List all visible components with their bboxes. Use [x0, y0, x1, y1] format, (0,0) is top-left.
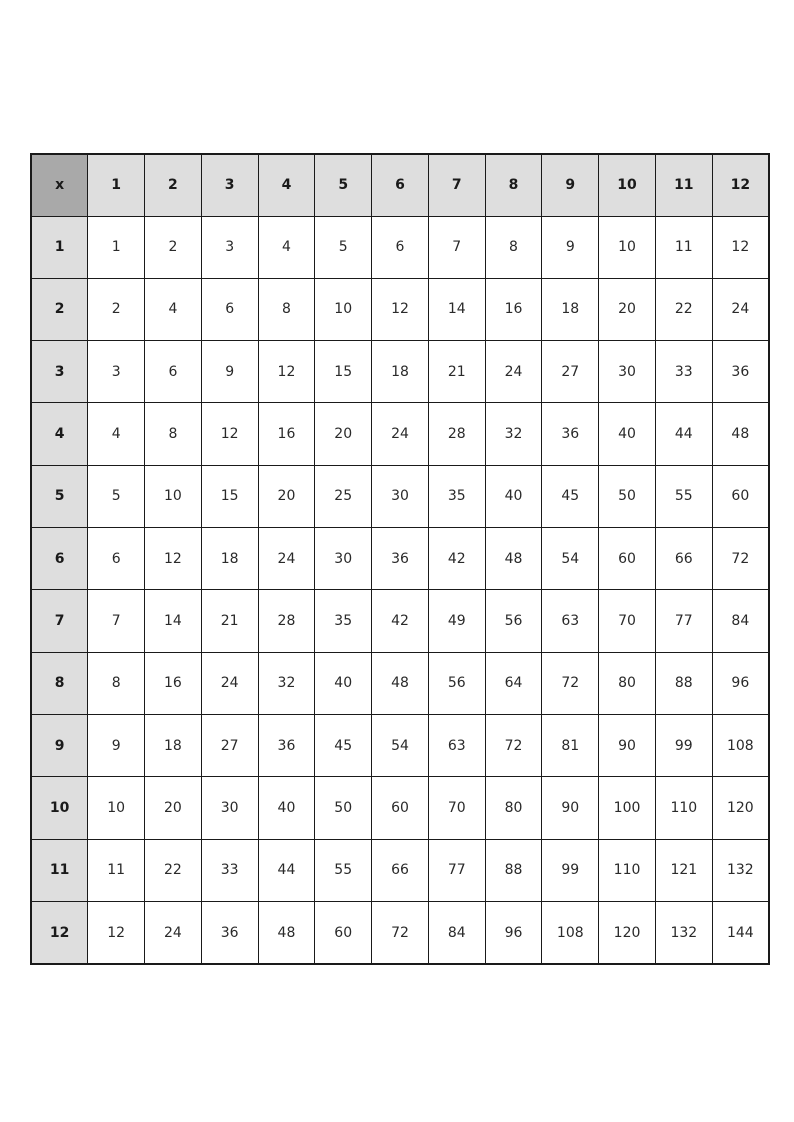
- product-cell: 20: [315, 403, 372, 465]
- product-cell: 25: [315, 465, 372, 527]
- column-header: 2: [145, 154, 202, 216]
- column-header-row: [31, 154, 769, 216]
- table-row: [31, 902, 769, 964]
- product-cell: 4: [88, 403, 145, 465]
- product-cell: 12: [372, 278, 429, 340]
- product-cell: 72: [542, 652, 599, 714]
- product-cell: 77: [428, 839, 485, 901]
- product-cell: 6: [201, 278, 258, 340]
- product-cell: 66: [372, 839, 429, 901]
- row-header: 2: [31, 278, 88, 340]
- column-header: 3: [201, 154, 258, 216]
- product-cell: 66: [655, 528, 712, 590]
- product-cell: 15: [315, 341, 372, 403]
- product-cell: 96: [485, 902, 542, 964]
- product-cell: 40: [485, 465, 542, 527]
- table-row: [31, 465, 769, 527]
- row-header: 4: [31, 403, 88, 465]
- column-header: 1: [88, 154, 145, 216]
- product-cell: 44: [655, 403, 712, 465]
- product-cell: 72: [485, 715, 542, 777]
- product-cell: 3: [201, 216, 258, 278]
- product-cell: 7: [428, 216, 485, 278]
- product-cell: 16: [258, 403, 315, 465]
- product-cell: 50: [315, 777, 372, 839]
- product-cell: 72: [372, 902, 429, 964]
- product-cell: 30: [599, 341, 656, 403]
- product-cell: 18: [145, 715, 202, 777]
- product-cell: 42: [428, 528, 485, 590]
- table-row: [31, 403, 769, 465]
- product-cell: 48: [712, 403, 769, 465]
- product-cell: 55: [655, 465, 712, 527]
- multiplication-table: [30, 153, 770, 965]
- product-cell: 108: [712, 715, 769, 777]
- product-cell: 40: [315, 652, 372, 714]
- product-cell: 72: [712, 528, 769, 590]
- product-cell: 32: [258, 652, 315, 714]
- column-header: 11: [655, 154, 712, 216]
- product-cell: 21: [428, 341, 485, 403]
- product-cell: 24: [372, 403, 429, 465]
- product-cell: 36: [712, 341, 769, 403]
- product-cell: 84: [712, 590, 769, 652]
- product-cell: 22: [655, 278, 712, 340]
- row-header: 5: [31, 465, 88, 527]
- product-cell: 10: [599, 216, 656, 278]
- column-header: 10: [599, 154, 656, 216]
- product-cell: 30: [315, 528, 372, 590]
- product-cell: 30: [372, 465, 429, 527]
- product-cell: 4: [145, 278, 202, 340]
- multiplication-chart: [30, 153, 770, 965]
- product-cell: 42: [372, 590, 429, 652]
- product-cell: 24: [712, 278, 769, 340]
- product-cell: 96: [712, 652, 769, 714]
- product-cell: 120: [599, 902, 656, 964]
- product-cell: 44: [258, 839, 315, 901]
- product-cell: 90: [542, 777, 599, 839]
- product-cell: 48: [372, 652, 429, 714]
- product-cell: 33: [655, 341, 712, 403]
- column-header: 7: [428, 154, 485, 216]
- product-cell: 24: [145, 902, 202, 964]
- product-cell: 88: [485, 839, 542, 901]
- product-cell: 9: [88, 715, 145, 777]
- table-row: [31, 715, 769, 777]
- product-cell: 110: [655, 777, 712, 839]
- product-cell: 16: [485, 278, 542, 340]
- product-cell: 10: [88, 777, 145, 839]
- table-row: [31, 278, 769, 340]
- row-header: 10: [31, 777, 88, 839]
- product-cell: 12: [145, 528, 202, 590]
- product-cell: 7: [88, 590, 145, 652]
- product-cell: 2: [145, 216, 202, 278]
- product-cell: 6: [372, 216, 429, 278]
- table-row: [31, 590, 769, 652]
- product-cell: 35: [315, 590, 372, 652]
- product-cell: 14: [145, 590, 202, 652]
- product-cell: 20: [258, 465, 315, 527]
- product-cell: 55: [315, 839, 372, 901]
- product-cell: 12: [88, 902, 145, 964]
- product-cell: 63: [542, 590, 599, 652]
- table-row: [31, 341, 769, 403]
- product-cell: 108: [542, 902, 599, 964]
- product-cell: 33: [201, 839, 258, 901]
- product-cell: 3: [88, 341, 145, 403]
- product-cell: 18: [372, 341, 429, 403]
- product-cell: 54: [542, 528, 599, 590]
- row-header: 8: [31, 652, 88, 714]
- product-cell: 20: [599, 278, 656, 340]
- product-cell: 50: [599, 465, 656, 527]
- column-header: 4: [258, 154, 315, 216]
- row-header: 11: [31, 839, 88, 901]
- row-header: 12: [31, 902, 88, 964]
- corner-cell: x: [31, 154, 88, 216]
- product-cell: 8: [88, 652, 145, 714]
- product-cell: 120: [712, 777, 769, 839]
- product-cell: 9: [201, 341, 258, 403]
- product-cell: 21: [201, 590, 258, 652]
- product-cell: 11: [88, 839, 145, 901]
- product-cell: 36: [372, 528, 429, 590]
- product-cell: 12: [201, 403, 258, 465]
- product-cell: 90: [599, 715, 656, 777]
- product-cell: 35: [428, 465, 485, 527]
- product-cell: 4: [258, 216, 315, 278]
- product-cell: 100: [599, 777, 656, 839]
- product-cell: 15: [201, 465, 258, 527]
- product-cell: 30: [201, 777, 258, 839]
- product-cell: 5: [315, 216, 372, 278]
- product-cell: 60: [712, 465, 769, 527]
- product-cell: 6: [88, 528, 145, 590]
- column-header: 12: [712, 154, 769, 216]
- column-header: 9: [542, 154, 599, 216]
- product-cell: 48: [258, 902, 315, 964]
- product-cell: 6: [145, 341, 202, 403]
- product-cell: 9: [542, 216, 599, 278]
- product-cell: 144: [712, 902, 769, 964]
- product-cell: 56: [485, 590, 542, 652]
- product-cell: 80: [599, 652, 656, 714]
- product-cell: 24: [258, 528, 315, 590]
- product-cell: 8: [485, 216, 542, 278]
- product-cell: 12: [712, 216, 769, 278]
- product-cell: 49: [428, 590, 485, 652]
- product-cell: 32: [485, 403, 542, 465]
- product-cell: 45: [315, 715, 372, 777]
- product-cell: 121: [655, 839, 712, 901]
- product-cell: 11: [655, 216, 712, 278]
- product-cell: 99: [655, 715, 712, 777]
- column-header: 6: [372, 154, 429, 216]
- table-row: [31, 652, 769, 714]
- product-cell: 132: [655, 902, 712, 964]
- table-body: [31, 216, 769, 964]
- product-cell: 63: [428, 715, 485, 777]
- product-cell: 2: [88, 278, 145, 340]
- product-cell: 60: [599, 528, 656, 590]
- product-cell: 60: [315, 902, 372, 964]
- product-cell: 20: [145, 777, 202, 839]
- product-cell: 8: [145, 403, 202, 465]
- product-cell: 48: [485, 528, 542, 590]
- product-cell: 36: [201, 902, 258, 964]
- product-cell: 14: [428, 278, 485, 340]
- product-cell: 28: [428, 403, 485, 465]
- row-header: 1: [31, 216, 88, 278]
- product-cell: 10: [145, 465, 202, 527]
- product-cell: 10: [315, 278, 372, 340]
- product-cell: 99: [542, 839, 599, 901]
- product-cell: 36: [258, 715, 315, 777]
- table-row: [31, 528, 769, 590]
- table-row: [31, 777, 769, 839]
- product-cell: 40: [258, 777, 315, 839]
- product-cell: 28: [258, 590, 315, 652]
- product-cell: 5: [88, 465, 145, 527]
- product-cell: 45: [542, 465, 599, 527]
- product-cell: 60: [372, 777, 429, 839]
- product-cell: 70: [599, 590, 656, 652]
- product-cell: 81: [542, 715, 599, 777]
- row-header: 6: [31, 528, 88, 590]
- product-cell: 80: [485, 777, 542, 839]
- column-header: 5: [315, 154, 372, 216]
- product-cell: 40: [599, 403, 656, 465]
- product-cell: 110: [599, 839, 656, 901]
- row-header: 3: [31, 341, 88, 403]
- row-header: 7: [31, 590, 88, 652]
- product-cell: 132: [712, 839, 769, 901]
- row-header: 9: [31, 715, 88, 777]
- product-cell: 16: [145, 652, 202, 714]
- product-cell: 27: [542, 341, 599, 403]
- column-header: 8: [485, 154, 542, 216]
- product-cell: 1: [88, 216, 145, 278]
- product-cell: 64: [485, 652, 542, 714]
- product-cell: 84: [428, 902, 485, 964]
- product-cell: 18: [542, 278, 599, 340]
- product-cell: 70: [428, 777, 485, 839]
- table-row: [31, 216, 769, 278]
- product-cell: 8: [258, 278, 315, 340]
- product-cell: 36: [542, 403, 599, 465]
- product-cell: 54: [372, 715, 429, 777]
- product-cell: 22: [145, 839, 202, 901]
- product-cell: 12: [258, 341, 315, 403]
- product-cell: 24: [485, 341, 542, 403]
- product-cell: 18: [201, 528, 258, 590]
- table-row: [31, 839, 769, 901]
- product-cell: 24: [201, 652, 258, 714]
- product-cell: 77: [655, 590, 712, 652]
- product-cell: 56: [428, 652, 485, 714]
- product-cell: 27: [201, 715, 258, 777]
- product-cell: 88: [655, 652, 712, 714]
